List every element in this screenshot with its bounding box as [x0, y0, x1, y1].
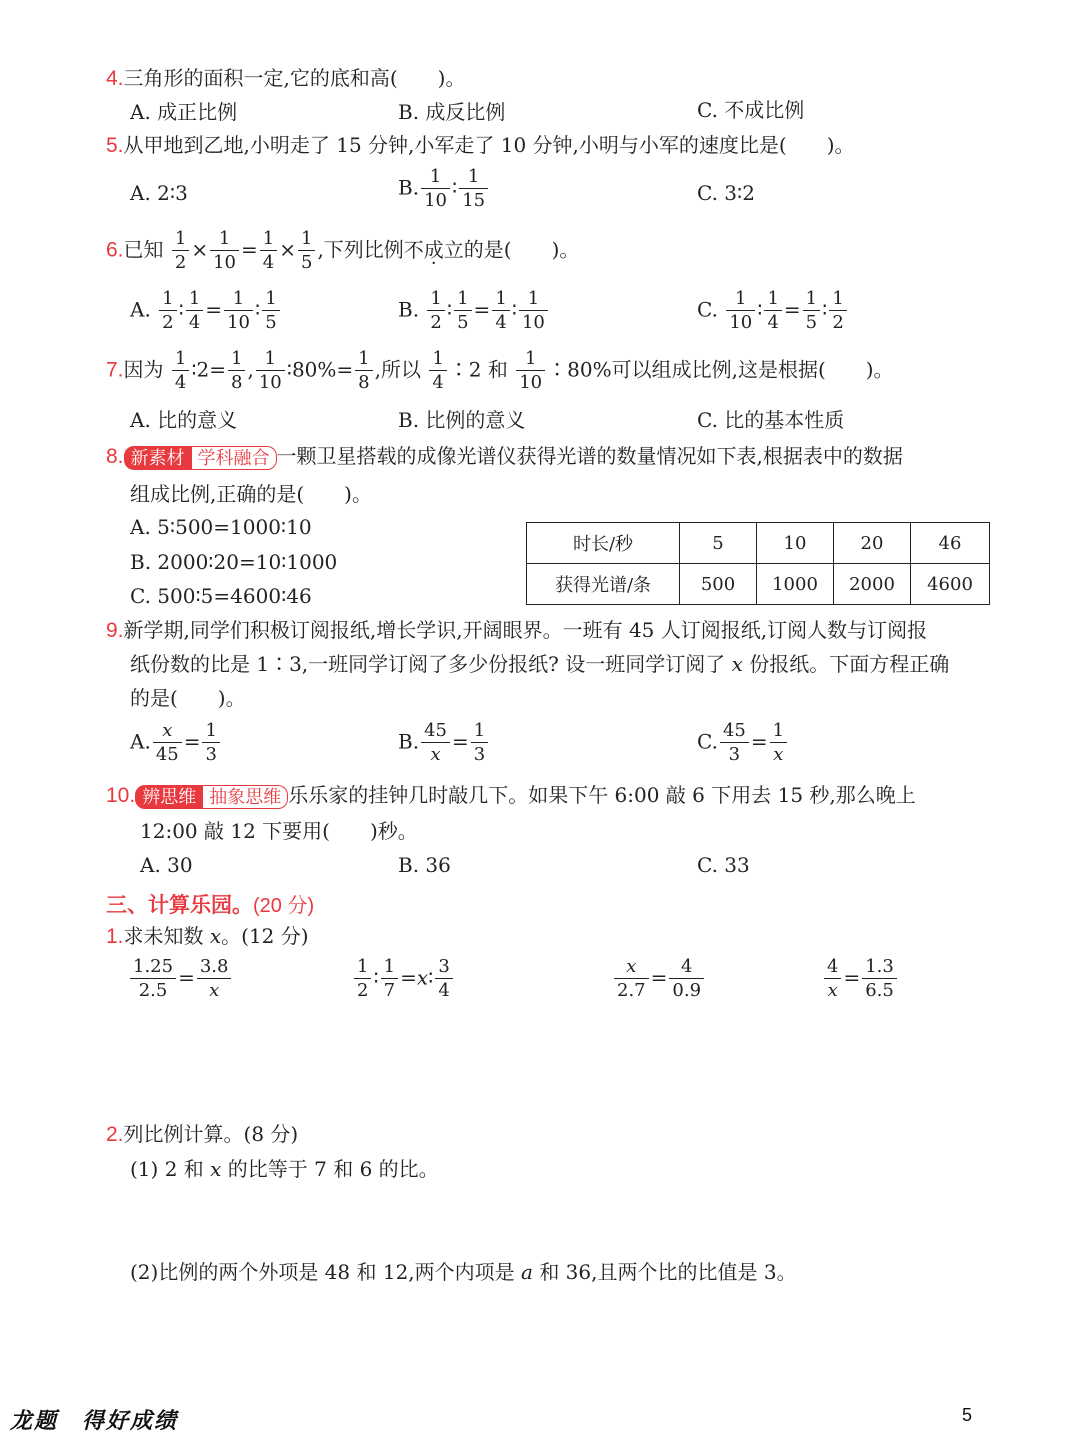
q5-option-c: C. 3∶2	[697, 181, 755, 205]
spectrum-table	[526, 522, 990, 605]
problem-1-title: 1.求未知数 x。(12 分)	[106, 924, 309, 948]
problem-2-title: 2.列比例计算。(8 分)	[106, 1122, 299, 1146]
q8-option-b: B. 2000∶20=10∶1000	[130, 550, 338, 574]
equation-3: $\frac{x}{2.7}$ = $\frac{4}{0.9}$	[612, 958, 706, 1000]
q6-option-b: B. $\frac{1}{2}$ ∶ $\frac{1}{5}$ = $\frac{1}{4}$ ∶ $\frac{1}{10}$	[398, 290, 550, 332]
page-number: 5	[962, 1405, 973, 1425]
problem-2-part-1: (1) 2 和 x 的比等于 7 和 6 的比。	[130, 1157, 439, 1181]
q9-option-c: C. $\frac{45}{3}$ = $\frac{1}{x}$	[697, 722, 789, 764]
q5-option-a: A. 2∶3	[130, 181, 188, 205]
q7-option-a: A. 比的意义	[130, 408, 238, 432]
tag-abstract-thinking: 抽象思维	[203, 785, 288, 809]
q6-stem: 6.已知 $\frac{1}{2}$ × $\frac{1}{10}$ = $\frac{1}{4}$ × $\frac{1}{5}$ ,下列比例不成立的是( )。	[106, 228, 580, 273]
q9-stem: 9.新学期,同学们积极订阅报纸,增长学识,开阔眼界。一班有 45 人订阅报纸,订阅人数与订阅报	[106, 618, 928, 642]
equation-1: $\frac{1.25}{2.5}$ = $\frac{3.8}{x}$	[128, 958, 233, 1000]
q9-option-b: B. $\frac{45}{x}$ = $\frac{1}{3}$	[398, 722, 490, 764]
equation-4: $\frac{4}{x}$ = $\frac{1.3}{6.5}$	[822, 958, 899, 1000]
q8-option-c: C. 500∶5=4600∶46	[130, 584, 312, 608]
q10-option-c: C. 33	[697, 853, 750, 877]
q4-option-c: C. 不成比例	[697, 98, 805, 122]
q4-text: 三角形的面积一定,它的底和高( )。	[123, 66, 466, 90]
q8-stem-line2: 组成比例,正确的是( )。	[130, 482, 372, 506]
q10-option-b: B. 36	[398, 853, 451, 877]
q4-stem	[106, 66, 465, 91]
q7-option-c: C. 比的基本性质	[697, 408, 845, 432]
q6-number: 6.	[106, 238, 124, 262]
table-row: 时长/秒 5 10 20 46	[527, 523, 990, 564]
q7-option-b: B. 比例的意义	[398, 408, 526, 432]
problem-2-part-2: (2)比例的两个外项是 48 和 12,两个内项是 a 和 36,且两个比的比值是 3。	[130, 1260, 797, 1284]
q8-option-a: A. 5∶500=1000∶10	[130, 515, 312, 539]
q6-option-c: C. $\frac{1}{10}$ ∶ $\frac{1}{4}$ = $\frac{1}{5}$ ∶ $\frac{1}{2}$	[697, 290, 849, 332]
q5-stem	[106, 133, 855, 158]
q5-option-b: B. $\frac{1}{10}$ ∶ $\frac{1}{15}$	[398, 168, 490, 210]
footer-logo: 龙题 得好成绩	[10, 1408, 179, 1434]
q8-stem: 8. 新素材 学科融合 一颗卫星搭载的成像光谱仪获得光谱的数量情况如下表,根据表中的数据	[106, 444, 903, 468]
q8-number: 8.	[106, 445, 124, 468]
tag-interdisciplinary: 学科融合	[192, 446, 277, 470]
q5-number: 5.	[106, 134, 124, 157]
q7-stem: 7.因为 $\frac{1}{4}$ ∶2= $\frac{1}{8}$ , $\frac{1}{10}$ ∶80%= $\frac{1}{8}$ ,所以 $\frac{1}{4}$ ∶2 和 $\frac{1}{10}$ ∶80%可以组成比例,这是根据( )。	[106, 348, 894, 393]
q6-option-a: A. $\frac{1}{2}$ ∶ $\frac{1}{4}$ = $\frac{1}{10}$ ∶ $\frac{1}{5}$	[130, 290, 282, 332]
q10-option-a: A. 30	[140, 853, 193, 877]
q10-number: 10.	[106, 784, 136, 807]
q10-stem: 10. 辨思维 抽象思维 乐乐家的挂钟几时敲几下。如果下午 6:00 敲 6 下用去 15 秒,那么晚上	[106, 783, 916, 807]
q9-number: 9.	[106, 619, 124, 642]
q4-option-a: A. 成正比例	[130, 100, 238, 124]
q9-stem-line3: 的是( )。	[130, 686, 246, 710]
tag-new-material: 新素材	[124, 446, 192, 470]
section-3-heading: 三、计算乐园。(20 分)	[106, 894, 315, 917]
q6-emphasis: 不成立	[403, 237, 464, 262]
q5-text: 从甲地到乙地,小明走了 15 分钟,小军走了 10 分钟,小明与小军的速度比是( )。	[123, 133, 855, 157]
tag-thinking: 辨思维	[135, 785, 203, 809]
q10-stem-line2: 12:00 敲 12 下要用( )秒。	[140, 819, 418, 843]
q4-number: 4.	[106, 67, 124, 90]
q9-stem-line2: 纸份数的比是 1∶3,一班同学订阅了多少份报纸? 设一班同学订阅了 x 份报纸。下面方程正确	[130, 652, 950, 676]
q4-option-b: B. 成反比例	[398, 100, 506, 124]
table-row: 获得光谱/条 500 1000 2000 4600	[527, 564, 990, 605]
equation-2: $\frac{1}{2}$ ∶ $\frac{1}{7}$ =x∶ $\frac{3}{4}$	[352, 958, 455, 1000]
q9-option-a: A. $\frac{x}{45}$ = $\frac{1}{3}$	[130, 722, 222, 764]
q7-number: 7.	[106, 358, 124, 382]
